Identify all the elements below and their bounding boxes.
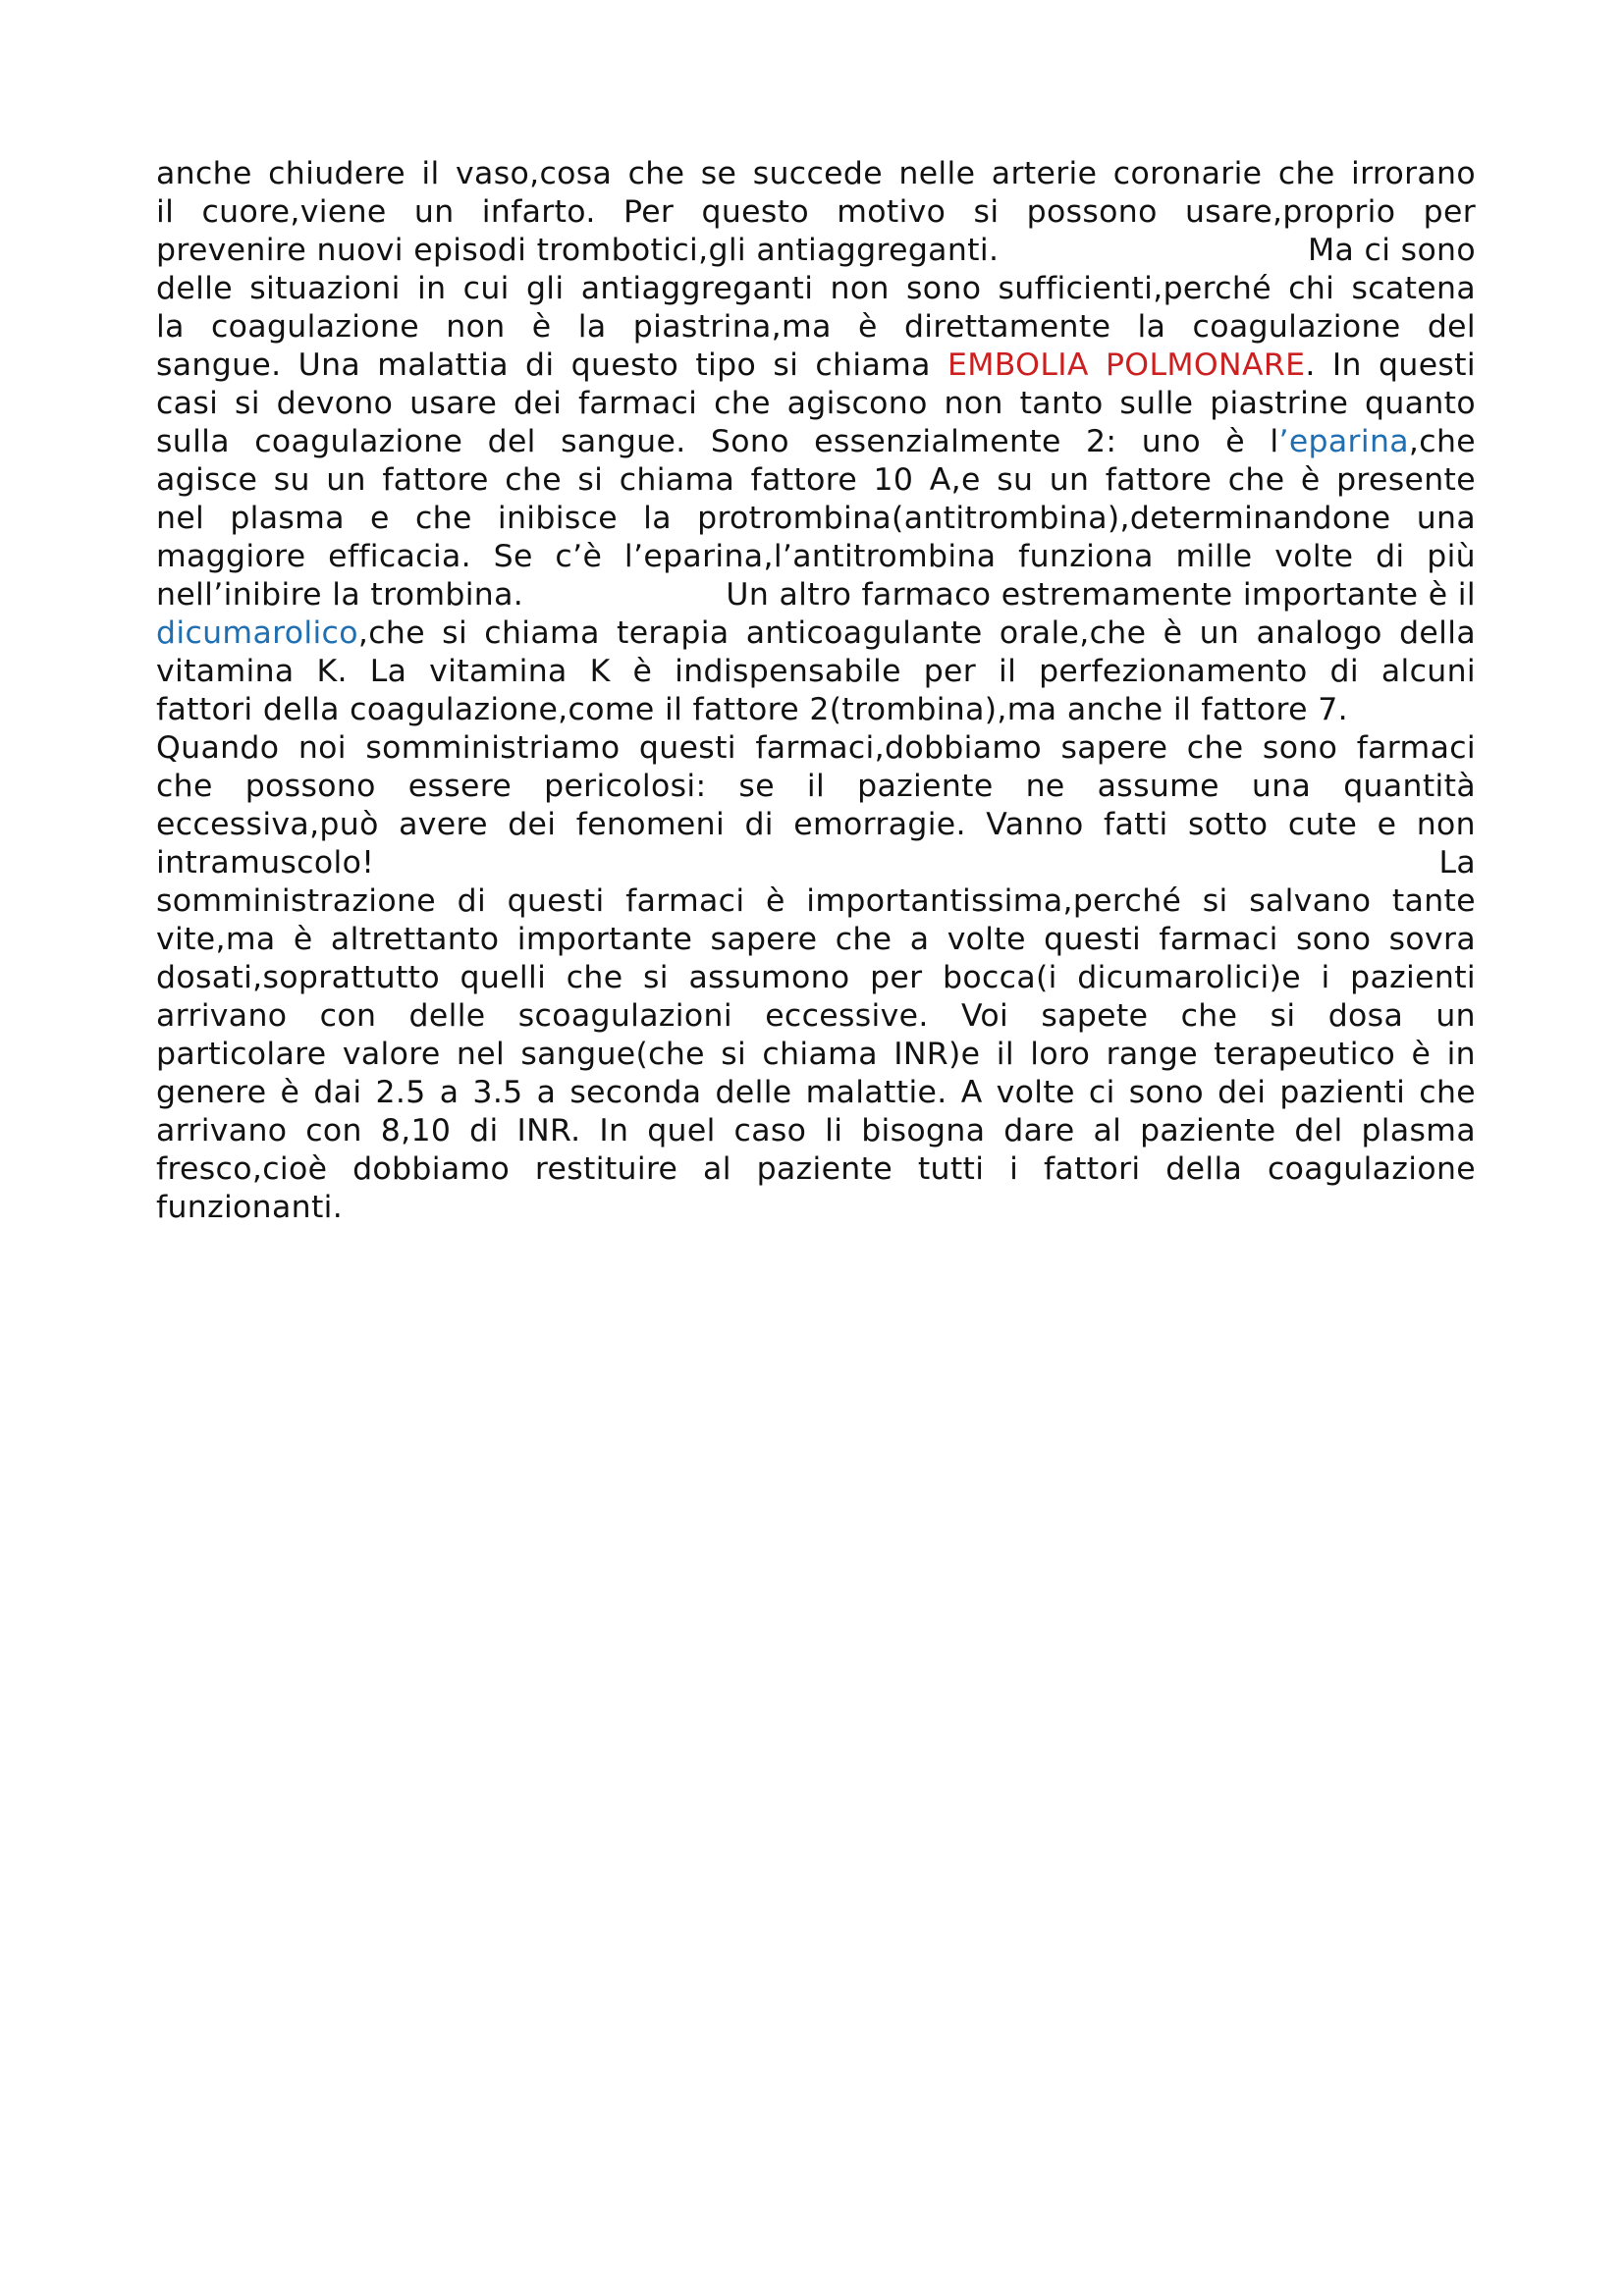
text-segment: vitamina K. La vitamina K è indispensabile per il perfezionamento di alcuni bbox=[156, 654, 1476, 689]
text-line bbox=[156, 729, 1476, 768]
text-segment: ,che bbox=[1408, 424, 1476, 459]
text-line bbox=[156, 959, 1476, 997]
text-segment: ,che si chiama terapia anticoagulante orale,che è un analogo della bbox=[357, 615, 1476, 651]
text-line bbox=[156, 385, 1476, 423]
text-segment: . In questi bbox=[1305, 347, 1476, 383]
text-line bbox=[156, 347, 1476, 385]
text-line bbox=[156, 538, 1476, 576]
highlighted-term: ’eparina bbox=[1278, 424, 1409, 459]
text-segment: La bbox=[1438, 845, 1476, 881]
text-segment: agisce su un fattore che si chiama fattore 10 A,e su un fattore che è presente bbox=[156, 462, 1476, 498]
text-segment: Ma ci sono bbox=[1308, 233, 1476, 268]
text-line bbox=[156, 997, 1476, 1036]
text-segment: fattori della coagulazione,come il fattore 2(trombina),ma anche il fattore 7. bbox=[156, 692, 1348, 727]
text-segment: casi si devono usare dei farmaci che agiscono non tanto sulle piastrine quanto bbox=[156, 386, 1476, 421]
text-segment: sangue. Una malattia di questo tipo si chiama bbox=[156, 347, 947, 383]
text-segment: intramuscolo! bbox=[156, 845, 375, 881]
text-segment: sulla coagulazione del sangue. Sono essenzialmente 2: uno è l bbox=[156, 424, 1279, 459]
text-line bbox=[156, 921, 1476, 959]
text-segment: Quando noi somministriamo questi farmaci,dobbiamo sapere che sono farmaci bbox=[156, 730, 1476, 766]
text-segment: vite,ma è altrettanto importante sapere che a volte questi farmaci sono sovra bbox=[156, 922, 1476, 957]
highlighted-term: EMBOLIA POLMONARE bbox=[947, 347, 1306, 383]
text-segment: il cuore,viene un infarto. Per questo motivo si possono usare,proprio per bbox=[156, 194, 1476, 230]
text-line bbox=[156, 500, 1476, 538]
text-segment: la coagulazione non è la piastrina,ma è direttamente la coagulazione del bbox=[156, 309, 1476, 345]
text-segment: anche chiudere il vaso,cosa che se succede nelle arterie coronarie che irrorano bbox=[156, 156, 1476, 191]
text-line bbox=[156, 193, 1476, 232]
text-segment: maggiore efficacia. Se c’è l’eparina,l’antitrombina funziona mille volte di più bbox=[156, 539, 1476, 574]
text-segment: eccessiva,può avere dei fenomeni di emorragie. Vanno fatti sotto cute e non bbox=[156, 807, 1476, 842]
text-segment: particolare valore nel sangue(che si chiama INR)e il loro range terapeutico è in bbox=[156, 1037, 1476, 1072]
text-segment: funzionanti. bbox=[156, 1190, 344, 1225]
body-text bbox=[156, 155, 1476, 1227]
text-line bbox=[156, 232, 1476, 270]
text-segment: che possono essere pericolosi: se il paziente ne assume una quantità bbox=[156, 769, 1476, 804]
text-line bbox=[156, 270, 1476, 308]
text-line bbox=[156, 1150, 1476, 1189]
text-line bbox=[156, 614, 1476, 653]
text-line bbox=[156, 653, 1476, 691]
text-segment: fresco,cioè dobbiamo restituire al paziente tutti i fattori della coagulazione bbox=[156, 1151, 1476, 1187]
text-line bbox=[156, 308, 1476, 347]
highlighted-term: dicumarolico bbox=[156, 615, 358, 651]
text-line bbox=[156, 768, 1476, 806]
text-line bbox=[156, 461, 1476, 500]
text-segment: genere è dai 2.5 a 3.5 a seconda delle malattie. A volte ci sono dei pazienti che bbox=[156, 1075, 1476, 1110]
text-segment: arrivano con 8,10 di INR. In quel caso li bisogna dare al paziente del plasma bbox=[156, 1113, 1476, 1148]
text-line bbox=[156, 1074, 1476, 1112]
text-line bbox=[156, 1112, 1476, 1150]
text-segment: Un altro farmaco estremamente importante è il bbox=[726, 577, 1476, 613]
text-line bbox=[156, 1189, 1476, 1227]
text-line bbox=[156, 806, 1476, 844]
text-line bbox=[156, 155, 1476, 193]
text-segment: somministrazione di questi farmaci è importantissima,perché si salvano tante bbox=[156, 883, 1476, 919]
text-segment: nell’inibire la trombina. bbox=[156, 577, 524, 613]
text-line bbox=[156, 691, 1476, 729]
text-line bbox=[156, 882, 1476, 921]
text-line bbox=[156, 423, 1476, 461]
text-line bbox=[156, 844, 1476, 882]
text-line bbox=[156, 1036, 1476, 1074]
text-segment: arrivano con delle scoagulazioni eccessive. Voi sapete che si dosa un bbox=[156, 998, 1476, 1034]
text-segment: dosati,soprattutto quelli che si assumono per bocca(i dicumarolici)e i pazienti bbox=[156, 960, 1476, 995]
text-line bbox=[156, 576, 1476, 614]
text-segment: delle situazioni in cui gli antiaggreganti non sono sufficienti,perché chi scatena bbox=[156, 271, 1476, 306]
text-segment: prevenire nuovi episodi trombotici,gli antiaggreganti. bbox=[156, 233, 1000, 268]
text-segment: nel plasma e che inibisce la protrombina(antitrombina),determinandone una bbox=[156, 501, 1476, 536]
